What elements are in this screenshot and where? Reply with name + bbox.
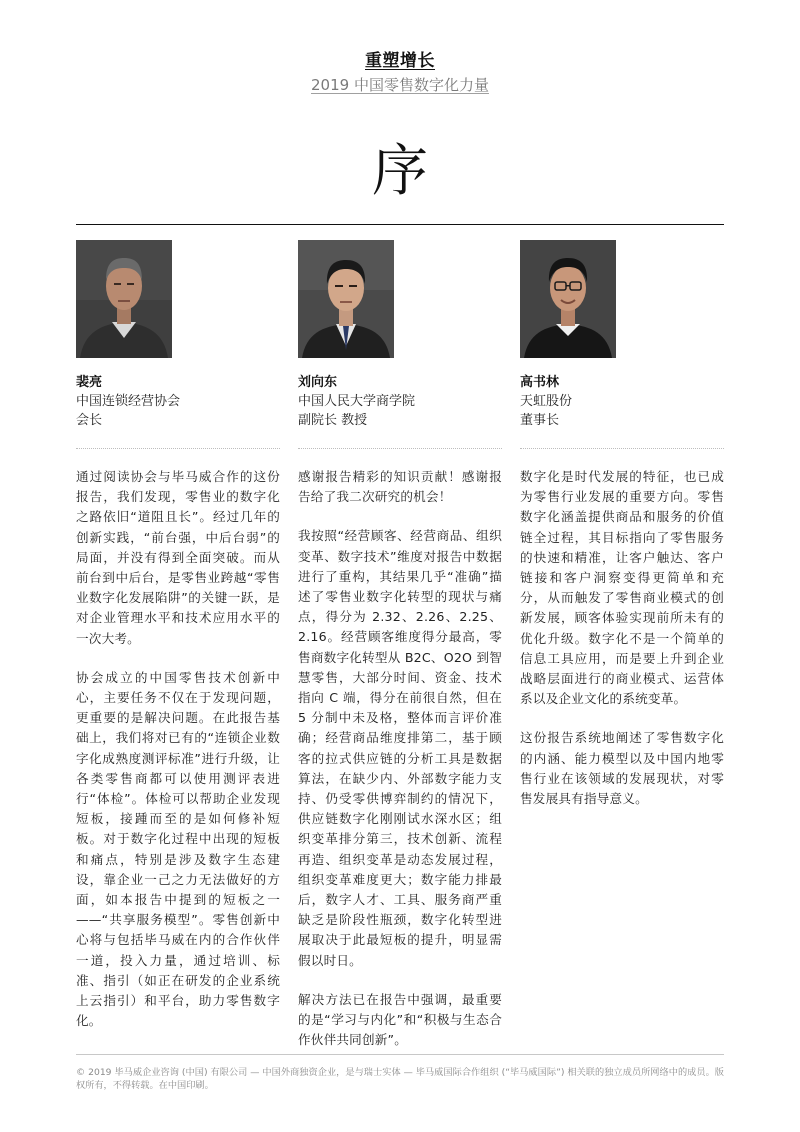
person-organization: 天虹股份 [520, 394, 573, 409]
foreword-column-gao-shulin [520, 240, 724, 809]
dotted-divider [76, 448, 280, 449]
page-heading: 序 [372, 139, 428, 204]
foreword-column-liu-xiangdong [298, 240, 502, 1050]
report-subtitle: 2019 中国零售数字化力量 [311, 76, 489, 94]
person-title: 会长 [76, 413, 103, 428]
person-name: 高书林 [520, 375, 560, 390]
foreword-text [298, 467, 502, 1050]
paragraph: 感谢报告精彩的知识贡献！感谢报告给了我二次研究的机会！ [298, 469, 502, 505]
dotted-divider [520, 448, 724, 449]
foreword-text [520, 467, 724, 809]
foreword-text [76, 467, 280, 1031]
report-header [0, 46, 800, 95]
footer-divider [76, 1054, 724, 1055]
paragraph: 协会成立的中国零售技术创新中心，主要任务不仅在于发现问题，更重要的是解决问题。在此报告基础上，我们将对已有的“连锁企业数字化成熟度测评标准”进行升级，让各类零售商都可以使用测评表进行“体检”。体检可以帮助企业发现短板，接踵而至的是如何修补短板。对于数字化过程中出现的短板和痛点，特别是涉及数字生态建设，靠企业一己之力无法做好的方面，如本报告中提到的短板之一——“共享服务模型”。零售创新中心将与包括毕马威在内的合作伙伴一道，投入力量，通过培训、标准、指引（如正在研发的企业系统上云指引）和平台，助力零售数字化。 [76, 669, 280, 1029]
person-title: 董事长 [520, 413, 560, 428]
report-title: 重塑增长 [365, 51, 435, 71]
foreword-column-pei-liang [76, 240, 280, 1031]
paragraph: 数字化是时代发展的特征，也已成为零售行业发展的重要方向。零售数字化涵盖提供商品和服务的价值链全过程，其目标指向了零售服务的快速和精准，让客户触达、客户链接和客户洞察变得更简单和充分，从而触发了零售商业模式的创新发展，顾客体验实现前所未有的优化升级。数字化不是一个简单的信息工具应用，而是要上升到企业战略层面进行的商业模式、运营体系以及企业文化的系统变革。 [520, 469, 724, 707]
heading-divider [76, 224, 724, 225]
portrait-photo [520, 240, 616, 358]
paragraph: 解决方法已在报告中强调，最重要的是“学习与内化”和“积极与生态合作伙伴共同创新”。 [298, 991, 502, 1048]
copyright-footer: © 2019 毕马威企业咨询 (中国) 有限公司 — 中国外商独资企业，是与瑞士实体 — 毕马威国际合作组织 (“毕马威国际”) 相关联的独立成员所网络中的成员。版权所有，不得转载。在中国印刷。 [76, 1067, 724, 1091]
paragraph: 我按照“经营顾客、经营商品、组织变革、数字技术”维度对报告中数据进行了重构，其结果几乎“准确”描述了零售业数字化转型的现状与痛点，得分为 2.32、2.26、2.25、2.16。经营顾客维度得分最高，零售商数字化转型从 B2C、O2O 到智慧零售，大部分时间、资金、技术指向 C 端，得分在前很自然，但在 5 分制中未及格，整体而言评价准确；经营商品维度排第二，基于顾客的拉式供应链的分析工具是数据算法，在缺少内、外部数字能力支持、仍受零供博弈制约的情况下，供应链数字化刚刚试水深水区；组织变革排分第三，技术创新、流程再造、组织变革是动态发展过程，组织变革难度更大；数字能力排最后，数字人才、工具、服务商严重缺乏是阶段性瓶颈，数字化转型进展取决于此最短板的提升，明显需假以时日。 [298, 528, 502, 968]
person-organization: 中国人民大学商学院 [298, 394, 416, 409]
person-name: 刘向东 [298, 375, 338, 390]
person-title: 副院长 教授 [298, 413, 368, 428]
person-organization: 中国连锁经营协会 [76, 394, 181, 409]
portrait-photo [76, 240, 172, 358]
paragraph: 这份报告系统地阐述了零售数字化的内涵、能力模型以及中国内地零售行业在该领域的发展现状，对零售发展具有指导意义。 [520, 730, 724, 807]
dotted-divider [298, 448, 502, 449]
paragraph: 通过阅读协会与毕马威合作的这份报告，我们发现，零售业的数字化之路依旧“道阻且长”。经过几年的创新实践，“前台强，中后台弱”的局面，并没有得到全面突破。而从前台到中后台，是零售业跨越“零售业数字化发展陷阱”的关键一跃，是对企业管理水平和技术应用水平的一次大考。 [76, 469, 280, 646]
portrait-photo [298, 240, 394, 358]
foreword-columns [76, 240, 724, 1048]
person-name: 裴亮 [76, 375, 103, 390]
